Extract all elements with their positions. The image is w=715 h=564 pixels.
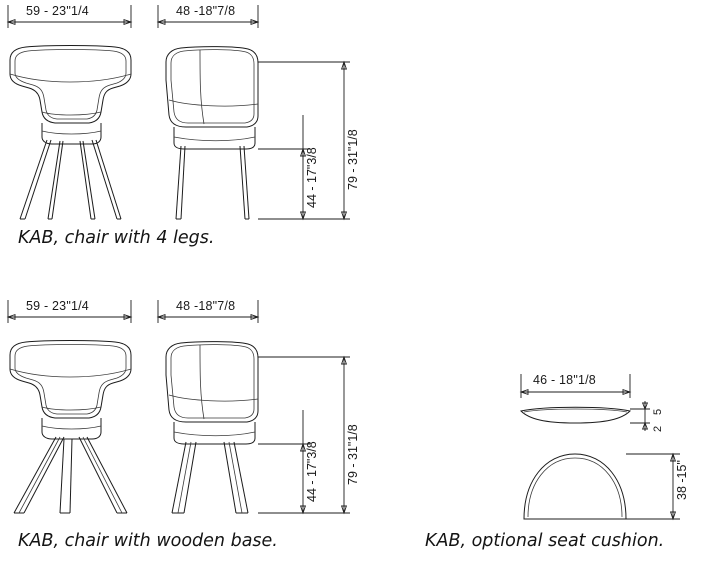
dim-line-fig2-seat-height (258, 410, 310, 513)
dim-label-fig2-width: 59 - 23"1/4 (26, 299, 89, 313)
fig1-side-view (166, 47, 258, 219)
fig2-front-view (10, 341, 131, 514)
dim-label-fig2-seat-height: 44 - 17"3/8 (305, 441, 319, 502)
dim-label-fig3-thickness-b: 2 (652, 425, 664, 432)
caption-fig1: KAB, chair with 4 legs. (18, 228, 215, 248)
caption-fig3: KAB, optional seat cushion. (425, 531, 665, 551)
dim-label-fig3-depth: 38 -15" (675, 460, 689, 500)
dim-label-fig3-width: 46 - 18"1/8 (533, 373, 596, 387)
fig2-side-view (166, 342, 258, 513)
dim-label-fig1-depth: 48 -18"7/8 (176, 4, 236, 18)
dim-line-fig1-seat-height (258, 115, 310, 219)
dim-line-fig2-total-height (258, 357, 350, 513)
dim-label-fig1-seat-height: 44 - 17"3/8 (305, 147, 319, 208)
dim-label-fig2-total-height: 79 - 31"1/8 (346, 424, 360, 485)
fig3-cushion-side-view (521, 407, 630, 423)
caption-fig2: KAB, chair with wooden base. (18, 531, 278, 551)
dim-label-fig1-total-height: 79 - 31"1/8 (346, 129, 360, 190)
dim-line-fig1-total-height (258, 62, 350, 219)
fig1-front-view (10, 46, 131, 220)
dim-line-fig3-thickness (630, 401, 650, 431)
dim-line-fig3-depth (626, 454, 680, 519)
fig3-cushion-top-view (524, 454, 626, 519)
dim-label-fig3-thickness-a: 5 (652, 408, 664, 415)
dim-label-fig2-depth: 48 -18"7/8 (176, 299, 236, 313)
dim-label-fig1-width: 59 - 23"1/4 (26, 4, 89, 18)
